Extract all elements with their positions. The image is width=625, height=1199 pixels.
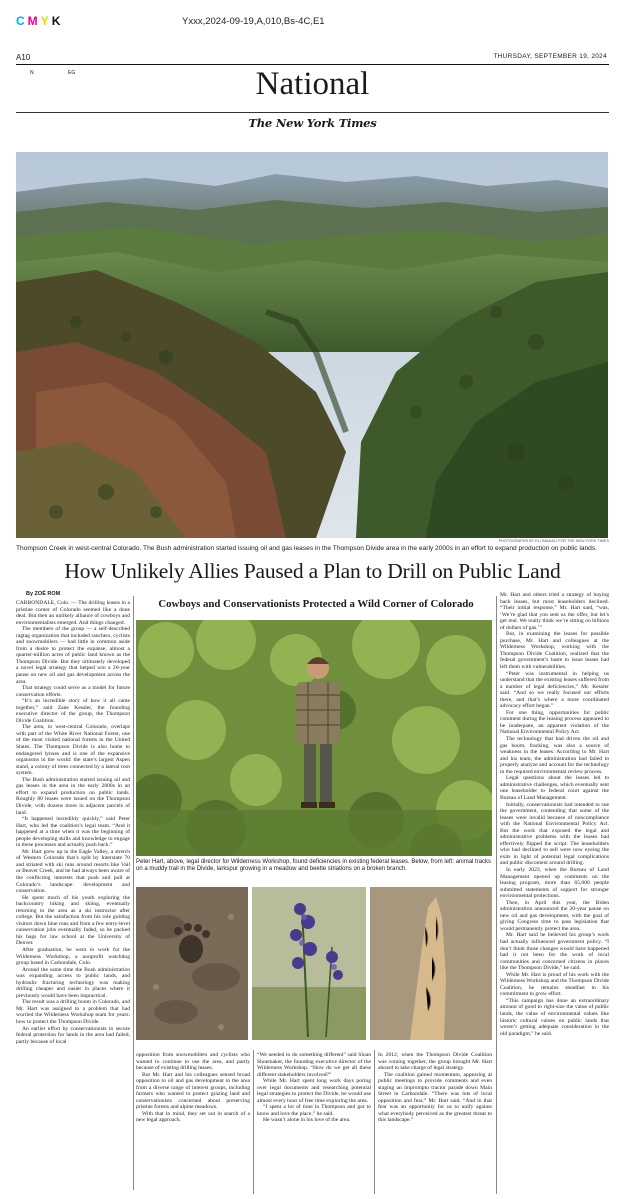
paragraph: While Mr. Hart spent long work days poring over legal documents and researching potential legal strategies to protect the Divide, he would use almost every hour of free time exploring the area.: [257, 1078, 371, 1104]
paragraph: An earlier effort by conservationists to secure federal protection for lands in the area had failed, partly because of local: [16, 1025, 130, 1045]
print-mark-n: N: [30, 70, 34, 76]
paragraph: “This campaign has done an extraordinary amount of good to right-size the value of public lands, the value of environmental values like historic cultural values on public lands that weren’t getting adequate consideration in the old paradigm,” he said.: [500, 997, 609, 1037]
paragraph: Around the same time the Bush administration was expanding access to public lands, and hydraulic fracturing technology was making drilling cheaper and easier in places where it previously would have been impractical.: [16, 966, 130, 999]
paragraph: The members of the group — a self-described ragtag organization that included ranchers, cyclists and snowmobilers — had little in common aside from a desire to protect the expanse, almost a quarter-million acres of public land known as the Thompson Divide. But they ultimately developed a novel legal strategy that helped win a 20-year pause on new oil and gas development across the area.: [16, 626, 130, 685]
paragraph: “It’s an incredible story of how it all came together,” said Zane Kessler, the founding executive director of the group, the Thompson Divide Coalition.: [16, 698, 130, 724]
paragraph: Then, in April this year, the Biden administration announced the 20-year pause on new oil and gas development, with the goal of giving Congress time to pass legislation that would permanently protect the area.: [500, 899, 609, 932]
paragraph: CARBONDALE, Colo. — The drilling leases in a pristine corner of Colorado seemed like a done deal. But then an unlikely alliance of cowboys and environmentalists emerged. And things changed.: [16, 600, 130, 626]
article-column-2: [136, 1052, 250, 1194]
masthead: The New York Times: [248, 116, 377, 130]
forest-portrait-illustration: [136, 620, 492, 856]
paragraph: The area, in west-central Colorado, overlaps with part of the White River National Forest, one of the most visited national forests in the United States. The Thompson Divide is also home to endangered lynxes and is one of the expansive organisms in the world: the state’s largest Aspen stand, a colony of trees connected by a lateral root system.: [16, 724, 130, 777]
paragraph: opposition from snowmobilers and cyclists who wanted to continue to use the area, and partly because of existing drilling leases.: [136, 1052, 250, 1072]
paragraph: Mr. Hart and others tried a strategy of buying back leases, but most leaseholders declined. “Their initial response,” Mr. Hart said, “was, ‘We’re glad that you sent us the offer, but let’s get real. We really think we’re sitting on billions of dollars of gas.’”: [500, 592, 609, 631]
cmyk-k: K: [51, 14, 64, 28]
paragraph: “It happened incredibly quickly,” said Peter Hart, who led the coalition’s legal team. “And it happened at a time when it was the beginning of people developing skills and knowledge to engage in these processes and actually push back.”: [16, 816, 130, 849]
paragraph: But, in examining the leases for possible purchase, Mr. Hart and colleagues at the Wilderness Workshop, working with the Thompson Divide Coalition, realized that the federal government’s haste to issue leases had left them with vulnerabilities.: [500, 631, 609, 671]
article-column-4: [378, 1052, 492, 1194]
paragraph: With that in mind, they set out in search of a new legal approach.: [136, 1110, 250, 1124]
cmyk-registration: [16, 14, 63, 28]
top-rule: [16, 64, 609, 65]
paragraph: The result was a drilling boom in Colorado, and Mr. Hart was assigned to a problem that had worried the Wilderness Workshop team for years: how to protect the Thompson Divide.: [16, 999, 130, 1025]
article-column-3: [257, 1052, 371, 1194]
paragraph: But Mr. Hart and his colleagues sensed broad opposition to oil and gas development in the area from a diverse range of interest groups, including farmers who wanted to protect grazing land and conservationists concerned about preserving pristine forests and alpine meadows.: [136, 1071, 250, 1111]
page-date: THURSDAY, SEPTEMBER 19, 2024: [493, 53, 607, 60]
paragraph: In 2012, when the Thompson Divide Coalition was coming together, the group brought Mr. Hart aboard to take charge of legal strategy.: [378, 1052, 492, 1072]
paragraph: He wasn’t alone in his love of the area.: [263, 1117, 351, 1124]
print-slug: Yxxx,2024-09-19,A,010,Bs-4C,E1: [182, 16, 325, 27]
article-column-5: [500, 592, 609, 1192]
byline: By ZOË ROM: [26, 591, 61, 597]
paragraph: “I spent a lot of time in Thompson and got to know and love the place,” he said.: [257, 1104, 371, 1117]
cmyk-c: C: [16, 14, 28, 28]
paragraph: That strategy could serve as a model for future conservation efforts.: [16, 685, 130, 698]
photo-peter-hart: [136, 620, 492, 856]
paragraph: Mr. Hart grew up in the Eagle Valley, a stretch of Western Colorado that’s split by Interstate 70 and striated with ski runs around resorts like Vail or Beaver Creek, and he had always been aware of the conflicting interests that push and pull at Colorado’s landscape: development and conservation.: [16, 848, 130, 895]
section-title: National: [255, 66, 370, 102]
paragraph: The technology that had driven the oil and gas boom, fracking, was also a source of weakness in the leases. According to Mr. Hart and his team, the administration had failed to properly analyze and account for the technology in the required environmental review process.: [500, 736, 609, 775]
paragraph: “Peter was instrumental in helping us understand that the existing leases suffered from a number of legal deficiencies,” Mr. Kessler said. “And so we really focused our efforts there, and that’s where a more coordinated advocacy effort began.”: [500, 670, 609, 710]
section-rule: [16, 112, 609, 113]
column-divider: [496, 596, 497, 1194]
paragraph: In early 2023, when the Bureau of Land Management opened up comments on the leasing program, more than 65,000 people submitted statements of support for stronger environmental protections.: [500, 866, 609, 900]
cmyk-m: M: [27, 14, 41, 28]
mud-tracks-illustration: [136, 887, 248, 1040]
main-photo-landscape: [16, 152, 608, 538]
cmyk-y: Y: [40, 14, 52, 28]
paragraph: While Mr. Hart is proud of his work with the Wilderness Workshop and the Thompson Divide Coalition, he remains steadfast in his commitment to grow effort.: [500, 971, 609, 998]
photo-beetle-branch: [370, 887, 492, 1040]
paragraph: He spent much of his youth exploring the backcountry hiking and skiing, eventually returning to the area as a ski instructor after college. But the satisfaction from his role guiding visitors down blue runs and from a few entry-level conservation jobs eventually faded, so he packed his bags for law school at the University of Denver.: [16, 894, 130, 947]
paragraph: After graduation, he went to work for the Wilderness Workshop, a nonprofit watchdog group based in Carbondale, Colo.: [16, 946, 130, 967]
photo-credit: PHOTOGRAPHS BY ELI IMADALI FOR THE NEW YORK TIMES: [498, 539, 609, 543]
article-headline: How Unlikely Allies Paused a Plan to Drill on Public Land: [64, 559, 561, 583]
article-subhead: Cowboys and Conservationists Protected a Wild Corner of Colorado: [158, 598, 474, 610]
print-mark-eg: EG: [68, 70, 76, 76]
photo-animal-tracks: [136, 887, 248, 1040]
page-number: A10: [16, 53, 31, 62]
article-column-1: [16, 600, 130, 1190]
column-divider: [253, 1050, 254, 1194]
paragraph: Mr. Hart said he believed his group’s work had actually influenced government policy. “I don’t think those changes would have happened had it not been for the work of local communities and concerned citizens in places like the Thompson Divide,” he said.: [500, 932, 609, 972]
paragraph: Initially, conservationists had intended to sue the government, contending that some of the leases were invalid because of noncompliance with the National Environmental Policy Act. But the work that exposed the legal and administrative problems with the leases had effectively flipped the script: The leaseholders who had declined to sell were now eyeing the exits in light of potential legal complications and public discontent around drilling.: [500, 801, 609, 867]
main-photo-caption: Thompson Creek in west-central Colorado. The Bush administration started issuing oil and gas leases in the Thompson Divide area in the early 2000s in an effort to expand production on public lands.: [16, 545, 597, 552]
paragraph: The coalition gained momentum, appearing at public meetings to provide comments and even staging an impromptu tractor parade down Main Street in Carbondale. “There was lots of local opposition and fear,” Mr. Hart said. “And in that fear was an opportunity for us to unify against what everybody perceived as the greatest threat to this landscape.”: [378, 1071, 492, 1124]
paragraph: The Bush administration started issuing oil and gas leases in the area in the early 2000s in an effort to expand production on public lands. Roughly 80 leases were issued on the Thompson Divide, with dozens more in adjacent parcels of land.: [16, 776, 130, 816]
paragraph: “We needed to do something different” said Sloan Shoemaker, the founding executive director of the Wilderness Workshop. “How do we get all these different stakeholders involved?”: [257, 1052, 371, 1078]
larkspur-illustration: [252, 887, 366, 1040]
photo-larkspur: [252, 887, 366, 1040]
branch-illustration: [370, 887, 492, 1040]
column-divider: [374, 1050, 375, 1194]
paragraph: For one thing, opportunities for public comment during the leasing process appeared to be inadequate, an apparent violation of the National Environmental Policy Act.: [500, 709, 609, 736]
column-divider: [133, 596, 134, 1190]
paragraph: Legal questions about the leases led to administrative challenges, which eventually sent one leaseholder to federal court against the Bureau of Land Management.: [500, 775, 609, 801]
landscape-illustration: [16, 152, 608, 538]
hart-photo-caption: Peter Hart, above, legal director for Wilderness Workshop, found deficiencies in existing federal leases. Below, from left: animal tracks on a muddy trail in the Divide, larkspur growing in a meadow and beetle striations on a broken branch.: [136, 859, 492, 873]
